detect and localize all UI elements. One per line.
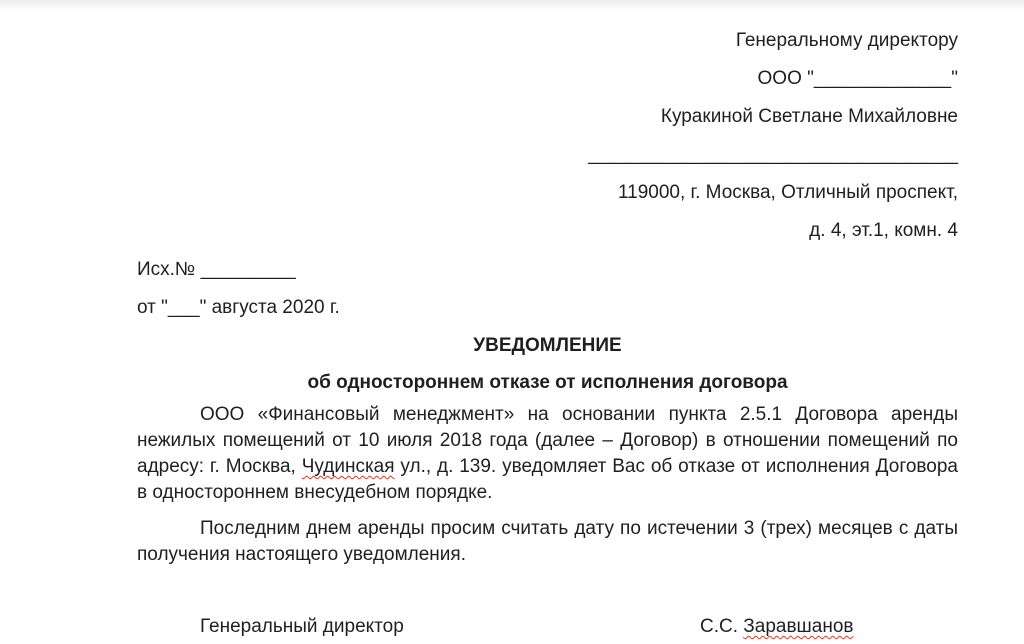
recipient-line: д. 4, эт.1, комн. 4 — [809, 220, 958, 241]
recipient-line: 119000, г. Москва, Отличный проспект, — [617, 182, 958, 203]
title-block — [137, 336, 958, 410]
recipient-line: Генеральному директору — [735, 30, 958, 51]
outgoing-block — [137, 260, 340, 336]
outgoing-date-line: от "___" августа 2020 г. — [137, 297, 340, 318]
recipient-block — [588, 31, 958, 259]
outgoing-number-line: Исх.№ _________ — [137, 259, 296, 280]
page-top-shadow — [0, 0, 1024, 10]
paragraph-line: адресу: г. Москва, Чудинская ул., д. 139. уведомляет Вас об отказе от исполнения Договора — [137, 456, 958, 477]
paragraph-line: Последним днем аренды просим считать дату по истечении 3 (трех) месяцев с даты — [200, 518, 958, 539]
paragraph-2 — [137, 516, 958, 568]
recipient-line: ООО "_____________" — [757, 68, 958, 89]
recipient-line: ___________________________________ — [588, 144, 958, 165]
paragraph-line: получения настоящего уведомления. — [137, 544, 466, 565]
paragraph-1 — [137, 402, 958, 506]
signature-row — [137, 616, 958, 642]
signature-role: Генеральный директор — [200, 616, 404, 637]
document-subtitle: об одностороннем отказе от исполнения договора — [307, 372, 788, 393]
spellcheck-underline: Заравшанов — [743, 616, 854, 637]
document-title: УВЕДОМЛЕНИЕ — [473, 335, 622, 356]
spellcheck-underline: Чудинская — [301, 456, 395, 477]
paragraph-line: нежилых помещений от 10 июля 2018 года (далее – Договор) в отношении помещений по — [137, 430, 958, 451]
signature-name: С.С. Заравшанов — [700, 616, 854, 637]
recipient-line: Куракиной Светлане Михайловне — [660, 106, 958, 127]
paragraph-line: ООО «Финансовый менеджмент» на основании пункта 2.5.1 Договора аренды — [200, 404, 958, 425]
paragraph-line: в одностороннем внесудебном порядке. — [137, 482, 493, 503]
